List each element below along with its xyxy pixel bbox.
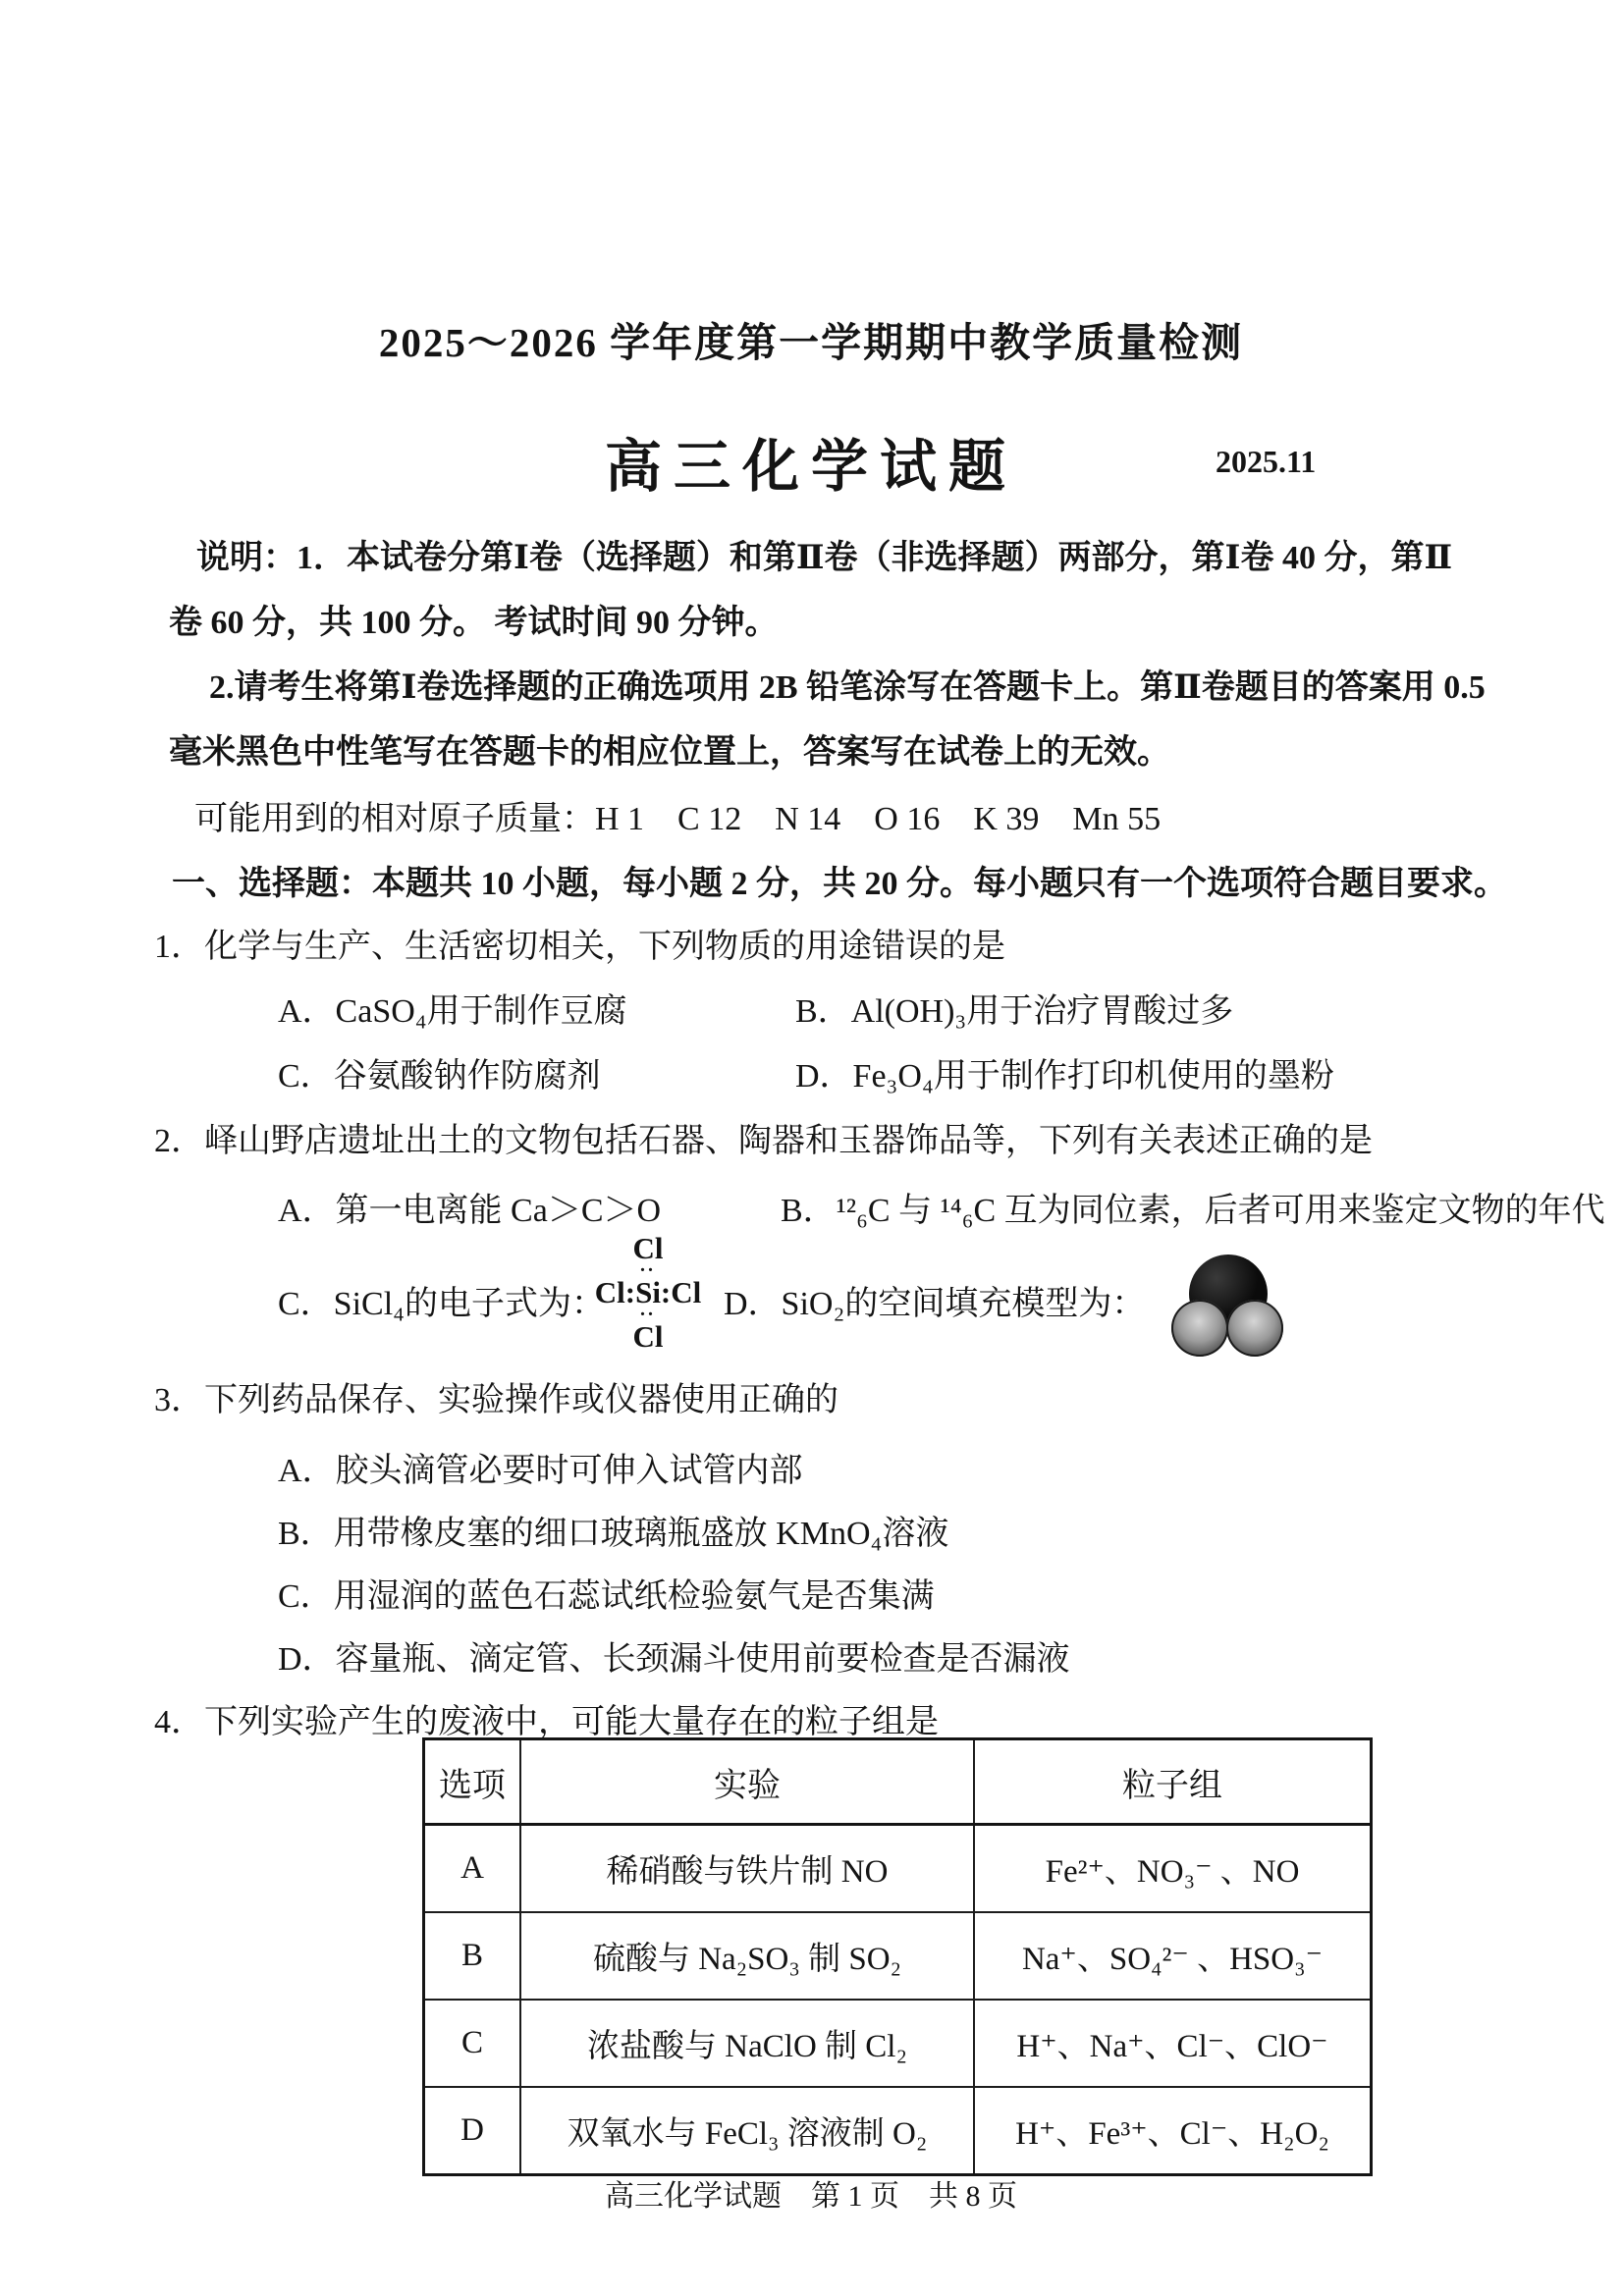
question-3-stem: 3．下列药品保存、实验操作或仪器使用正确的 — [154, 1382, 838, 1418]
lewis-dots-top: ∙∙ — [640, 1259, 656, 1281]
gray-atom-sphere-left — [1171, 1300, 1228, 1357]
atomic-masses-line: 可能用到的相对原子质量：H 1 C 12 N 14 O 16 K 39 Mn 55 — [194, 801, 1162, 837]
question-2-option-c-label: C．SiCl₄的电子式为： — [278, 1286, 606, 1322]
lewis-line-top: Cl — [632, 1231, 664, 1265]
lewis-dots-bottom: ∙∙ — [640, 1304, 656, 1325]
question-1-option-a: A．CaSO₄用于制作豆腐 — [278, 993, 627, 1030]
page-footer: 高三化学试题 第 1 页 共 8 页 — [605, 2180, 1017, 2213]
question-1-option-b: B．Al(OH)₃用于治疗胃酸过多 — [795, 993, 1234, 1030]
row-d-ions: H⁺、Fe³⁺、Cl⁻、H₂O₂ — [974, 2087, 1372, 2175]
question-2-option-b: B．¹²₆C 与 ¹⁴₆C 互为同位素，后者可用来鉴定文物的年代 — [781, 1193, 1605, 1229]
row-b-experiment: 硫酸与 Na₂SO₃ 制 SO₂ — [520, 1912, 974, 2000]
question-3-option-a: A．胶头滴管必要时可伸入试管内部 — [278, 1453, 803, 1489]
row-a-experiment: 稀硝酸与铁片制 NO — [520, 1825, 974, 1913]
gray-atom-sphere-right — [1226, 1300, 1283, 1357]
exam-title: 高三化学试题 — [604, 435, 1017, 499]
instruction-line-2: 卷 60 分，共 100 分。 考试时间 90 分钟。 — [169, 605, 779, 641]
instruction-line-1: 说明：1．本试卷分第Ⅰ卷（选择题）和第Ⅱ卷（非选择题）两部分，第Ⅰ卷 40 分，第Ⅱ — [196, 540, 1453, 576]
question-4-stem: 4．下列实验产生的废液中，可能大量存在的粒子组是 — [154, 1704, 939, 1740]
lewis-line-middle: Cl:Si:Cl — [594, 1275, 702, 1309]
exam-date: 2025.11 — [1216, 444, 1317, 479]
row-d-experiment: 双氧水与 FeCl₃ 溶液制 O₂ — [520, 2087, 974, 2175]
row-c-option: C — [424, 2000, 521, 2087]
instruction-line-3: 2.请考生将第Ⅰ卷选择题的正确选项用 2B 铅笔涂写在答题卡上。第Ⅱ卷题目的答案用 0.5 — [209, 669, 1486, 706]
table-header-option: 选项 — [424, 1739, 521, 1825]
row-a-option: A — [424, 1825, 521, 1913]
table-header-experiment: 实验 — [520, 1739, 974, 1825]
row-c-experiment: 浓盐酸与 NaClO 制 Cl₂ — [520, 2000, 974, 2087]
table-header-ions: 粒子组 — [974, 1739, 1372, 1825]
question-1-option-c: C．谷氨酸钠作防腐剂 — [278, 1058, 601, 1095]
row-b-ions: Na⁺、SO₄²⁻ 、HSO₃⁻ — [974, 1912, 1372, 2000]
question-3-option-c: C．用湿润的蓝色石蕊试纸检验氨气是否集满 — [278, 1578, 935, 1615]
sio2-space-filling-model — [1171, 1255, 1285, 1359]
lewis-line-bottom: Cl — [632, 1319, 664, 1354]
section-1-header: 一、选择题：本题共 10 小题，每小题 2 分，共 20 分。每小题只有一个选项符合题目要求。 — [172, 866, 1507, 902]
exam-session-title: 2025～2026 学年度第一学期期中教学质量检测 — [378, 320, 1244, 365]
question-2-stem: 2．峄山野店遗址出土的文物包括石器、陶器和玉器饰品等，下列有关表述正确的是 — [154, 1123, 1373, 1159]
question-2-option-d-label: D．SiO₂的空间填充模型为： — [724, 1286, 1146, 1322]
question-1-stem: 1．化学与生产、生活密切相关，下列物质的用途错误的是 — [154, 929, 1005, 965]
row-c-ions: H⁺、Na⁺、Cl⁻、ClO⁻ — [974, 2000, 1372, 2087]
question-2-option-a: A．第一电离能 Ca＞C＞O — [278, 1193, 662, 1229]
question-4-particle-table — [422, 1737, 1373, 2176]
instruction-line-4: 毫米黑色中性笔写在答题卡的相应位置上，答案写在试卷上的无效。 — [169, 734, 1170, 771]
table-row-b — [424, 1912, 1372, 2000]
row-b-option: B — [424, 1912, 521, 2000]
question-1-option-d: D．Fe₃O₄用于制作打印机使用的墨粉 — [795, 1058, 1334, 1095]
question-3-option-d: D．容量瓶、滴定管、长颈漏斗使用前要检查是否漏液 — [278, 1641, 1070, 1678]
table-row-c — [424, 2000, 1372, 2087]
sicl4-lewis-structure — [574, 1233, 722, 1353]
table-row-a — [424, 1825, 1372, 1913]
row-d-option: D — [424, 2087, 521, 2175]
table-row-d — [424, 2087, 1372, 2175]
row-a-ions: Fe²⁺、NO₃⁻ 、NO — [974, 1825, 1372, 1913]
question-3-option-b: B．用带橡皮塞的细口玻璃瓶盛放 KMnO₄溶液 — [278, 1516, 949, 1552]
table-header-row — [424, 1739, 1372, 1825]
